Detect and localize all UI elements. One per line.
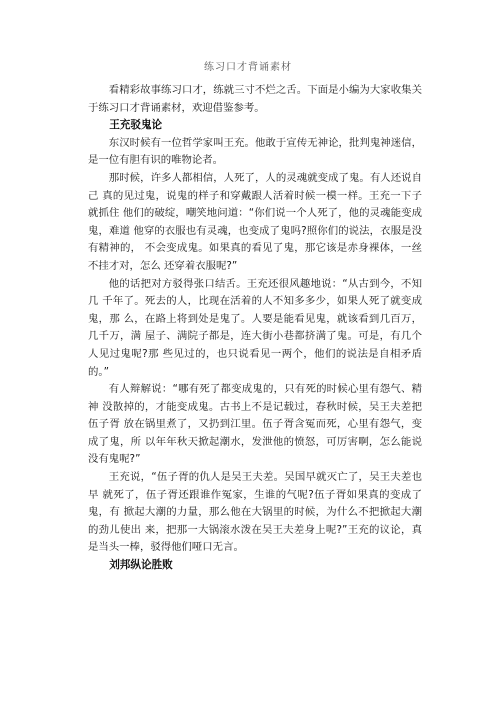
body-paragraph: 有人辩解说：“哪有死了都变成鬼的，只有死的时候心里有怨气、精神 没散掉的，才能变成鬼。古书上不是记载过，春秋时候，吴王夫差把伍子胥 放在锅里煮了，又扔到江里。伍子胥含冤而死，心里有怨气，变成了鬼，所 以年年秋天掀起潮水，发泄他的愤怒，可厉害啊，怎么能说没有鬼呢?”	[88, 383, 422, 466]
section-title-liu-bang: 刘邦纵论胜败	[109, 559, 173, 572]
body-paragraph: 那时候，许多人都相信，人死了，人的灵魂就变成了鬼。有人还说自己 真的见过鬼，说鬼的样子和穿戴跟人活着时候一模一样。王充一下子就抓住 他们的破绽，嘲笑地问道：“你们说一个人死了，他的灵魂能变成鬼，难道 他穿的衣服也有灵魂，也变成了鬼吗?照你们的说法，衣服是没有精神的， 不会变成鬼。如果真的看见了鬼，那它该是赤身裸体，一丝不挂才对，怎么 还穿着衣服呢?”	[88, 171, 422, 272]
intro-paragraph: 看精彩故事练习口才，练就三寸不烂之舌。下面是小编为大家收集关于练习口才背诵素材，欢迎借鉴参考。	[88, 84, 422, 114]
document-header: 练习口才背诵素材	[204, 62, 292, 73]
body-paragraph: 东汉时候有一位哲学家叫王充。他敢于宣传无神论，批判鬼神迷信，是一位有胆有识的唯物论者。	[88, 136, 422, 167]
section-title-wang-chong: 王充驳鬼论	[109, 119, 163, 132]
document-body	[88, 82, 422, 575]
body-paragraph: 王充说，“伍子胥的仇人是吴王夫差。吴国早就灭亡了，吴王夫差也早 就死了，伍子胥还跟谁作冤家，生谁的气呢?伍子胥如果真的变成了鬼，有 掀起大潮的力量，那么他在大锅里的时候，为什么不把掀起大潮的劲儿使出 来，把那一大锅滚水泼在吴王夫差身上呢?”王充的议论，真是当头一棒，驳得他们哑口无言。	[88, 471, 422, 554]
body-paragraph: 他的话把对方驳得张口结舌。王充还很风趣地说：“从古到今，不知几 千年了。死去的人，比现在活着的人不知多多少，如果人死了就变成鬼，那 么，在路上将到处是鬼了。人要是能看见鬼，就该看到几百万，几千万，满 屋子、满院子都是，连大街小巷都挤满了鬼。可是，有几个人见过鬼呢?那 些见过的，也只说看见一两个，他们的说法是自相矛盾的。”	[88, 277, 422, 378]
